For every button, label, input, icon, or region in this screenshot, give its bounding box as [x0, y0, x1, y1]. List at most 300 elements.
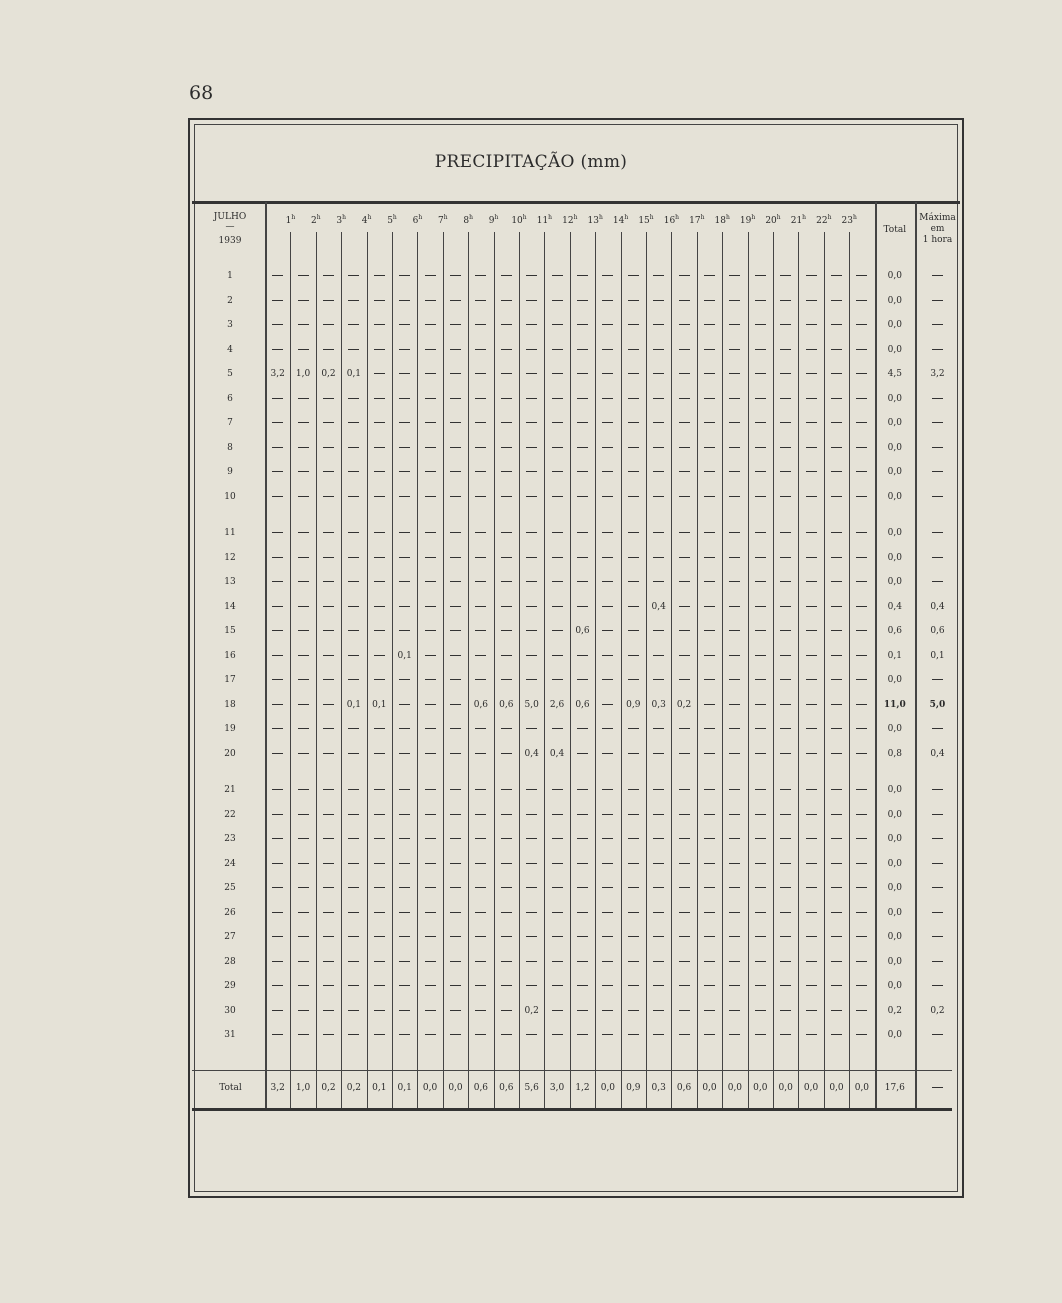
no-rain-dash: [425, 630, 436, 631]
no-rain-dash: [475, 630, 486, 631]
no-rain-dash: [628, 581, 639, 582]
hour-value: [265, 417, 290, 429]
hour-value: [341, 931, 366, 943]
day-label: 9: [227, 467, 233, 477]
hour-value: [773, 393, 798, 405]
hour-value: [570, 784, 595, 796]
no-rain-dash: [932, 557, 943, 558]
no-rain-dash: [425, 728, 436, 729]
no-rain-dash: [475, 324, 486, 325]
no-rain-dash: [399, 532, 410, 533]
hour-value: [621, 270, 646, 282]
no-rain-dash: [729, 814, 740, 815]
no-rain-dash: [704, 679, 715, 680]
hour-value: [519, 466, 544, 478]
no-rain-dash: [501, 532, 512, 533]
no-rain-dash: [577, 655, 588, 656]
hour-value: [621, 748, 646, 760]
no-rain-dash: [806, 887, 817, 888]
no-rain-dash: [806, 985, 817, 986]
no-rain-dash: [653, 814, 664, 815]
no-rain-dash: [679, 300, 690, 301]
no-rain-dash: [374, 300, 385, 301]
no-rain-dash: [679, 655, 690, 656]
hour-value: [392, 809, 417, 821]
hour-value: [646, 931, 671, 943]
hour-value: [824, 980, 849, 992]
no-rain-dash: [806, 300, 817, 301]
hour-value: [621, 1005, 646, 1017]
no-rain-dash: [729, 630, 740, 631]
hour-value: [748, 956, 773, 968]
no-rain-dash: [425, 398, 436, 399]
no-rain-dash: [374, 581, 385, 582]
hour-value: [316, 527, 341, 539]
no-rain-dash: [602, 728, 613, 729]
hour-value: [494, 650, 519, 662]
day-label: 11: [224, 528, 236, 538]
hour-value: [595, 980, 620, 992]
no-rain-dash: [653, 398, 664, 399]
no-rain-dash: [272, 961, 283, 962]
no-rain-dash: [552, 961, 563, 962]
no-rain-dash: [780, 447, 791, 448]
no-rain-dash: [932, 447, 943, 448]
no-rain-dash: [450, 728, 461, 729]
hour-value: [621, 858, 646, 870]
hour-value: [519, 723, 544, 735]
hour-value: [341, 882, 366, 894]
no-rain-dash: [679, 496, 690, 497]
hour-value: [265, 527, 290, 539]
hour-value: [646, 1029, 671, 1041]
hour-value: [392, 833, 417, 845]
hour-value: [748, 931, 773, 943]
hour-value: [849, 466, 874, 478]
hour-value: [290, 882, 315, 894]
hour-value: [621, 393, 646, 405]
hour-value: [849, 650, 874, 662]
hour-value: [443, 674, 468, 686]
hour-value: [417, 625, 442, 637]
day-max-hour: [915, 882, 960, 894]
hour-value: [341, 784, 366, 796]
no-rain-dash: [450, 496, 461, 497]
no-rain-dash: [932, 912, 943, 913]
hour-value: 0,4: [549, 748, 565, 759]
hour-value: [722, 393, 747, 405]
no-rain-dash: [831, 728, 842, 729]
hour-value: 0,2: [676, 699, 692, 710]
no-rain-dash: [399, 863, 410, 864]
no-rain-dash: [856, 496, 867, 497]
hour-value: 1,0: [295, 369, 311, 379]
hour-value: [443, 368, 468, 380]
hour-value: [595, 699, 620, 711]
hour-value: [417, 393, 442, 405]
hour-value: [367, 368, 392, 380]
hour-value: [392, 858, 417, 870]
day-max-hour: [915, 784, 960, 796]
hour-value: [824, 809, 849, 821]
no-rain-dash: [806, 679, 817, 680]
hour-number: 21: [790, 216, 803, 226]
hour-value: [544, 1029, 569, 1041]
no-rain-dash: [932, 398, 943, 399]
no-rain-dash: [628, 447, 639, 448]
no-rain-dash: [932, 936, 943, 937]
no-rain-dash: [755, 1034, 766, 1035]
hour-number: 7: [437, 216, 444, 226]
day-total: 4,5: [887, 369, 902, 379]
hour-value: [494, 344, 519, 356]
hour-value: [265, 674, 290, 686]
hour-value: [265, 344, 290, 356]
no-rain-dash: [704, 422, 715, 423]
hour-value: [290, 858, 315, 870]
no-rain-dash: [272, 557, 283, 558]
day-label: 23: [224, 834, 236, 844]
no-rain-dash: [425, 655, 436, 656]
hour-value: [697, 907, 722, 919]
hour-value: [595, 393, 620, 405]
day-max-hour: [915, 552, 960, 564]
no-rain-dash: [323, 655, 334, 656]
hour-value: [417, 723, 442, 735]
no-rain-dash: [577, 557, 588, 558]
hour-value: [443, 1005, 468, 1017]
hour-value: [265, 625, 290, 637]
hour-value: [417, 552, 442, 564]
no-rain-dash: [425, 496, 436, 497]
header-hour-8: [454, 214, 482, 226]
no-rain-dash: [679, 349, 690, 350]
no-rain-dash: [526, 912, 537, 913]
hour-value: [341, 393, 366, 405]
no-rain-dash: [831, 887, 842, 888]
hour-value: [341, 833, 366, 845]
hour-value: 0,6: [473, 699, 489, 710]
hour-value: [392, 417, 417, 429]
no-rain-dash: [602, 838, 613, 839]
no-rain-dash: [729, 422, 740, 423]
no-rain-dash: [932, 887, 943, 888]
no-rain-dash: [780, 863, 791, 864]
hour-value: [417, 368, 442, 380]
hour-value: [417, 344, 442, 356]
no-rain-dash: [806, 471, 817, 472]
day-max-hour: [915, 980, 960, 992]
hour-value: [824, 882, 849, 894]
no-rain-dash: [780, 728, 791, 729]
no-rain-dash: [501, 753, 512, 754]
column-rule: [722, 232, 723, 1108]
hour-value: [494, 674, 519, 686]
hour-value: [468, 650, 493, 662]
column-rule: [544, 232, 545, 1108]
no-rain-dash: [653, 422, 664, 423]
hour-total: 0,1: [397, 1083, 412, 1093]
no-rain-dash: [323, 557, 334, 558]
hour-value: [443, 723, 468, 735]
day-label: 19: [224, 724, 236, 734]
day-total: 0,0: [887, 932, 902, 942]
no-rain-dash: [450, 753, 461, 754]
column-rule: [773, 232, 774, 1108]
no-rain-dash: [272, 728, 283, 729]
no-rain-dash: [374, 838, 385, 839]
hour-value: [646, 907, 671, 919]
hour-value: [367, 491, 392, 503]
column-rule: [646, 232, 647, 1108]
hour-value: [290, 907, 315, 919]
hour-value: [367, 576, 392, 588]
no-rain-dash: [323, 814, 334, 815]
day-max-hour: 0,4: [930, 748, 945, 759]
hour-value: [494, 980, 519, 992]
no-rain-dash: [704, 887, 715, 888]
no-rain-dash: [755, 753, 766, 754]
hour-value: [824, 956, 849, 968]
hour-suffix: h: [392, 214, 397, 221]
no-rain-dash: [374, 789, 385, 790]
column-rule: [798, 232, 799, 1108]
hour-value: [494, 368, 519, 380]
no-rain-dash: [298, 581, 309, 582]
hour-value: [697, 393, 722, 405]
no-rain-dash: [653, 679, 664, 680]
hour-value: 0,4: [524, 748, 539, 759]
no-rain-dash: [932, 814, 943, 815]
hour-value: [824, 344, 849, 356]
hour-value: [697, 368, 722, 380]
hour-value: [290, 931, 315, 943]
header-hour-9: [480, 214, 508, 226]
header-hour-20: [759, 214, 787, 226]
hour-value: [697, 552, 722, 564]
hour-value: [570, 552, 595, 564]
no-rain-dash: [526, 324, 537, 325]
hour-value: [341, 319, 366, 331]
no-rain-dash: [450, 630, 461, 631]
hour-value: [443, 527, 468, 539]
hour-suffix: h: [316, 214, 321, 221]
hour-value: [646, 674, 671, 686]
hour-value: [316, 980, 341, 992]
hour-value: [621, 527, 646, 539]
no-rain-dash: [348, 422, 359, 423]
no-rain-dash: [856, 373, 867, 374]
hour-value: [697, 931, 722, 943]
hour-value: [570, 466, 595, 478]
day-max-hour: [915, 723, 960, 735]
hour-total: 5,6: [524, 1083, 539, 1093]
no-rain-dash: [399, 838, 410, 839]
no-rain-dash: [755, 398, 766, 399]
column-rule: [824, 232, 825, 1108]
hour-value: [697, 295, 722, 307]
no-rain-dash: [755, 838, 766, 839]
hour-value: [722, 723, 747, 735]
hour-value: [722, 833, 747, 845]
no-rain-dash: [729, 606, 740, 607]
bottom-rule: [192, 1108, 952, 1111]
day-label: 28: [224, 956, 236, 967]
no-rain-dash: [298, 606, 309, 607]
no-rain-dash: [298, 655, 309, 656]
no-rain-dash: [755, 422, 766, 423]
hour-value: [544, 393, 569, 405]
no-rain-dash: [475, 373, 486, 374]
no-rain-dash: [806, 447, 817, 448]
no-rain-dash: [602, 679, 613, 680]
header-hour-7: [429, 214, 457, 226]
no-rain-dash: [374, 496, 385, 497]
no-rain-dash: [932, 789, 943, 790]
hour-value: [621, 956, 646, 968]
no-rain-dash: [602, 581, 613, 582]
hour-value: [290, 527, 315, 539]
hour-value: [849, 601, 874, 613]
header-month-dash: —: [225, 222, 235, 232]
day-total: 11,0: [883, 699, 906, 710]
no-rain-dash: [602, 863, 613, 864]
no-rain-dash: [348, 300, 359, 301]
hour-value: 0,1: [346, 699, 362, 710]
hour-value: [798, 319, 823, 331]
no-rain-dash: [425, 1034, 436, 1035]
no-rain-dash: [831, 912, 842, 913]
hour-value: [824, 527, 849, 539]
no-rain-dash: [755, 863, 766, 864]
hour-value: [722, 699, 747, 711]
no-rain-dash: [450, 961, 461, 962]
no-rain-dash: [348, 496, 359, 497]
no-rain-dash: [475, 447, 486, 448]
day-label: 30: [224, 1005, 236, 1016]
no-rain-dash: [679, 398, 690, 399]
hour-value: [392, 956, 417, 968]
hour-value: [341, 417, 366, 429]
hour-value: [671, 442, 696, 454]
no-rain-dash: [577, 349, 588, 350]
hour-value: [646, 319, 671, 331]
no-rain-dash: [475, 606, 486, 607]
no-rain-dash: [856, 275, 867, 276]
no-rain-dash: [729, 838, 740, 839]
hour-value: [392, 344, 417, 356]
hour-value: [595, 650, 620, 662]
day-label: 8: [227, 442, 233, 453]
no-rain-dash: [856, 349, 867, 350]
hour-value: [748, 270, 773, 282]
no-rain-dash: [425, 863, 436, 864]
no-rain-dash: [577, 1034, 588, 1035]
hour-value: [265, 1029, 290, 1041]
no-rain-dash: [704, 373, 715, 374]
hour-value: [621, 601, 646, 613]
hour-value: [849, 295, 874, 307]
no-rain-dash: [755, 532, 766, 533]
hour-value: [697, 466, 722, 478]
no-rain-dash: [653, 447, 664, 448]
no-rain-dash: [399, 704, 410, 705]
hour-value: [671, 552, 696, 564]
hour-value: [748, 784, 773, 796]
no-rain-dash: [602, 655, 613, 656]
hour-value: [443, 552, 468, 564]
no-rain-dash: [501, 422, 512, 423]
no-rain-dash: [729, 532, 740, 533]
hour-total: 1,2: [575, 1083, 590, 1093]
hour-suffix: h: [548, 214, 553, 221]
hour-value: [367, 270, 392, 282]
hour-value: [722, 417, 747, 429]
hour-value: [316, 1005, 341, 1017]
no-rain-dash: [374, 1034, 385, 1035]
no-rain-dash: [653, 324, 664, 325]
no-rain-dash: [552, 789, 563, 790]
hour-value: [265, 466, 290, 478]
hour-value: [519, 674, 544, 686]
title-rule: [192, 201, 960, 204]
no-rain-dash: [806, 912, 817, 913]
no-rain-dash: [704, 863, 715, 864]
no-rain-dash: [780, 814, 791, 815]
no-rain-dash: [374, 275, 385, 276]
no-rain-dash: [348, 349, 359, 350]
hour-value: [392, 527, 417, 539]
day-max-hour: [915, 319, 960, 331]
no-rain-dash: [374, 814, 385, 815]
hour-value: [570, 748, 595, 760]
hour-value: [392, 931, 417, 943]
no-rain-dash: [628, 863, 639, 864]
hour-value: [595, 295, 620, 307]
no-rain-dash: [272, 655, 283, 656]
hour-value: [392, 491, 417, 503]
no-rain-dash: [577, 961, 588, 962]
no-rain-dash: [704, 349, 715, 350]
no-rain-dash: [932, 471, 943, 472]
hour-value: [595, 344, 620, 356]
no-rain-dash: [679, 373, 690, 374]
grand-total: 17,6: [884, 1083, 905, 1093]
no-rain-dash: [526, 275, 537, 276]
no-rain-dash: [425, 704, 436, 705]
day-label: 10: [224, 491, 236, 502]
no-rain-dash: [653, 532, 664, 533]
day-total: 0,0: [887, 907, 902, 918]
no-rain-dash: [475, 275, 486, 276]
day-total: 0,0: [887, 418, 902, 428]
no-rain-dash: [602, 398, 613, 399]
hour-value: [316, 699, 341, 711]
no-rain-dash: [577, 985, 588, 986]
no-rain-dash: [856, 471, 867, 472]
no-rain-dash: [780, 655, 791, 656]
hour-value: [341, 748, 366, 760]
hour-value: [595, 858, 620, 870]
no-rain-dash: [577, 300, 588, 301]
no-rain-dash: [323, 838, 334, 839]
hour-value: [494, 270, 519, 282]
day-max-hour: [915, 931, 960, 943]
no-rain-dash: [831, 373, 842, 374]
no-rain-dash: [679, 581, 690, 582]
hour-value: [570, 368, 595, 380]
hour-value: [519, 576, 544, 588]
